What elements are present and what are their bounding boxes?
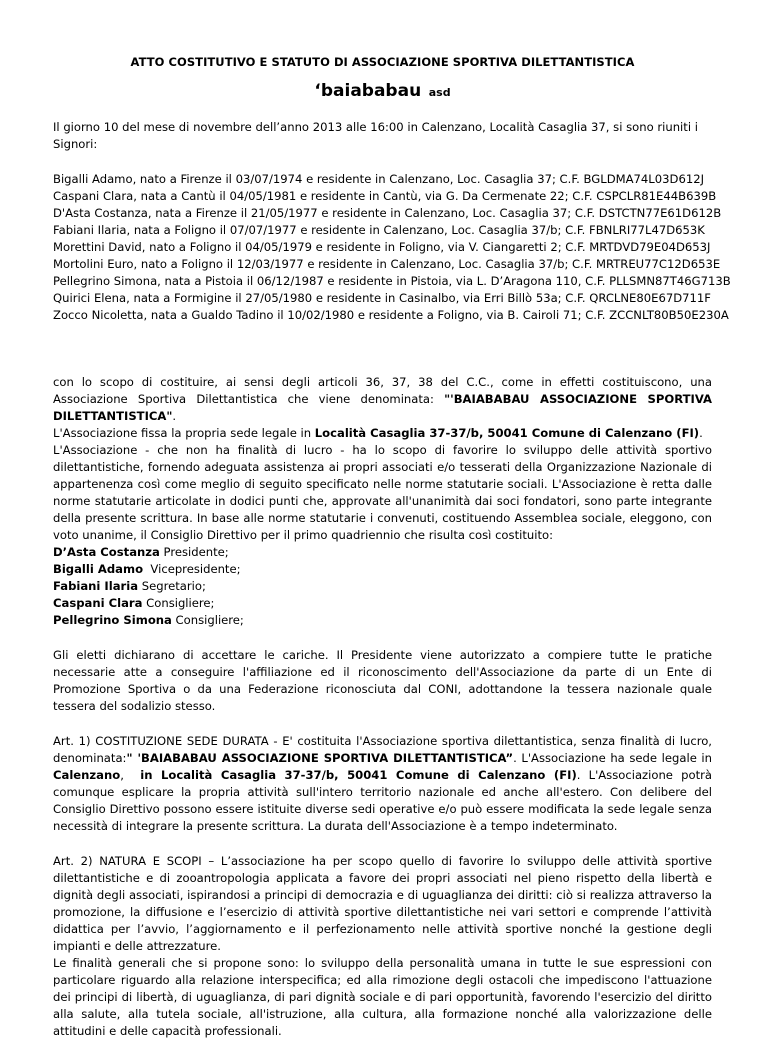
board-member-name: Caspani Clara (53, 596, 143, 610)
brand-name: ‘baiababau (314, 81, 422, 101)
board-member-role: Presidente; (159, 545, 229, 559)
board-member-name: Fabiani Ilaria (53, 579, 139, 593)
board-member (53, 561, 712, 578)
member-line: Mortolini Euro, nato a Foligno il 12/03/1977 e residente in Calenzano, Loc. Casaglia 37/b; C.F. MRTREU77C12D653E (53, 257, 721, 271)
board-member-name: Bigalli Adamo (53, 562, 144, 576)
elected-paragraph: Gli eletti dichiarano di accettare le cariche. Il Presidente viene autorizzato a compiere tutte le pratiche necessarie atte a conseguire l'affiliazione ed il riconoscimento dell'Associazione da parte di un Ente di Promozione Sportiva o da una Federazione riconosciuta dal CONI, adottandone la tessera nazionale quale tessera del sodalizio stesso. (53, 648, 712, 713)
member-line: Zocco Nicoletta, nata a Gualdo Tadino il 10/02/1980 e residente a Foligno, via B. Cairoli 71; C.F. ZCCNLT80B50E230A (53, 308, 729, 322)
member-line: Morettini David, nato a Foligno il 04/05/1979 e residente in Foligno, via V. Ciangaretti 2; C.F. MRTDVD79E04D653J (53, 240, 711, 254)
seat-city: Calenzano (53, 768, 121, 782)
article-text: Art. 2) NATURA E SCOPI – L’associazione ha per scopo quello di favorire lo sviluppo delle attività sportive dilettantistiche e di zooantropologia applicata a favore dei propri associati nel pieno rispetto della libertà e dignità degli associati, ispirandosi a principi di democrazia e di uguaglianza dei diritti: ciò si realizza attraverso la promozione, la diffusione e l’esercizio di attività sportive dilettantistiche nei vari settori e comprende l’attività didattica per l’avvio, l’aggiornamento e il perfezionamento nelle attività sportive nonché la gestione degli impianti e delle attrezzature. (53, 854, 712, 953)
article-2 (53, 853, 712, 1040)
punctuation: . (699, 426, 703, 440)
association-name: "'BAIABABAU ASSOCIAZIONE SPORTIVA DILETTANTISTICA" (53, 392, 712, 423)
purpose-text: con lo scopo di costituire, ai sensi degli articoli 36, 37, 38 del C.C., come in effetti costituiscono, una Associazione Sportiva Dilettantistica che viene denominata: (53, 375, 712, 406)
member-line: Fabiani Ilaria, nata a Foligno il 07/07/1977 e residente in Calenzano, Loc. Casaglia 37/b; C.F. FBNLRI77L47D653K (53, 223, 705, 237)
board-list (53, 544, 712, 629)
member-line: Quirici Elena, nata a Formigine il 27/05/1980 e residente in Casinalbo, via Erri Billò 53a; C.F. QRCLNE80E67D711F (53, 291, 711, 305)
board-member (53, 595, 712, 612)
punctuation: . (172, 409, 177, 423)
board-member (53, 578, 712, 595)
article-text: . L'Associazione ha sede legale in (513, 751, 712, 765)
board-member (53, 544, 712, 561)
article-text: Le finalità generali che si propone sono: lo sviluppo della personalità umana in tutte le sue espressioni con particolare riguardo alla relazione interspecifica; ed alla rimozione degli ostacoli che impediscono l'attuazione dei principi di libertà, di uguaglianza, di pari dignità sociale e di pari opportunità, favorendo l'esercizio del diritto alla salute, alla tutela sociale, all'istruzione, alla cultura, alla formazione nonché alla valorizzazione delle attitudini e delle capacità professionali. (53, 956, 712, 1038)
seat-text: L'Associazione fissa la propria sede legale in (53, 426, 315, 440)
article-text: Art. 1) COSTITUZIONE SEDE DURATA - E' costituita l'Associazione sportiva dilettantistica, senza finalità di lucro, denominata: (53, 734, 712, 765)
association-name: " 'BAIABABAU ASSOCIAZIONE SPORTIVA DILETTANTISTICA” (126, 751, 514, 765)
document-title: ATTO COSTITUTIVO E STATUTO DI ASSOCIAZIONE SPORTIVA DILETTANTISTICA (130, 55, 635, 69)
purpose-paragraph (53, 374, 712, 544)
legal-seat: Località Casaglia 37-37/b, 50041 Comune di Calenzano (FI) (314, 426, 700, 440)
board-member-role: Consigliere; (171, 613, 244, 627)
founding-members-list (53, 171, 731, 324)
board-member (53, 612, 712, 629)
member-line: Bigalli Adamo, nato a Firenze il 03/07/1974 e residente in Calenzano, Loc. Casaglia 37; C.F. BGLDMA74L03D612J (53, 172, 704, 186)
board-member-role: Consigliere; (142, 596, 215, 610)
punctuation: , (120, 768, 141, 782)
association-brand (53, 81, 712, 101)
purpose-body: L'Associazione - che non ha finalità di lucro - ha lo scopo di favorire lo sviluppo delle attività sportivo dilettantistiche, fornendo adeguata assistenza ai propri associati e/o tesserati della Organizzazione Nazionale di appartenenza così come meglio di seguito specificato nelle norme statutarie sociali. L'Associazione è retta dalle norme statutarie articolate in dodici punti che, approvate all'unanimità dai soci fondatori, sono parte integrante della presente scrittura. In base alle norme statutarie i convenuti, costituendo Assemblea sociale, eleggono, con voto unanime, il Consiglio Direttivo per il primo quadriennio che risulta così costituito: (53, 443, 712, 542)
board-member-name: D’Asta Costanza (53, 545, 160, 559)
member-line: Pellegrino Simona, nata a Pistoia il 06/12/1987 e residente in Pistoia, via L. D’Aragona 110, C.F. PLLSMN87T46G713B (53, 274, 731, 288)
article-1 (53, 733, 712, 835)
member-line: D'Asta Costanza, nata a Firenze il 21/05/1977 e residente in Calenzano, Loc. Casaglia 37; C.F. DSTCTN77E61D612B (53, 206, 722, 220)
intro-paragraph: Il giorno 10 del mese di novembre dell’anno 2013 alle 16:00 in Calenzano, Località Casaglia 37, si sono riuniti i Signori: (53, 120, 698, 151)
member-line: Caspani Clara, nata a Cantù il 04/05/1981 e residente in Cantù, via G. Da Cermenate 22; C.F. CSPCLR81E44B639B (53, 189, 717, 203)
legal-seat: in Località Casaglia 37-37/b, 50041 Comune di Calenzano (FI) (140, 768, 577, 782)
board-member-name: Pellegrino Simona (53, 613, 172, 627)
board-member-role: Segretario; (138, 579, 206, 593)
board-member-role: Vicepresidente; (143, 562, 241, 576)
article-text: . L'Associazione potrà comunque esplicare la propria attività sull'intero territorio nazionale ed anche all'estero. Con delibere del Consiglio Direttivo possono essere istituite diverse sedi operative e/o può essere modificata la sede legale senza necessità di integrare la presente scrittura. La durata dell'Associazione è a tempo indeterminato. (53, 768, 712, 833)
brand-suffix: asd (428, 86, 451, 99)
